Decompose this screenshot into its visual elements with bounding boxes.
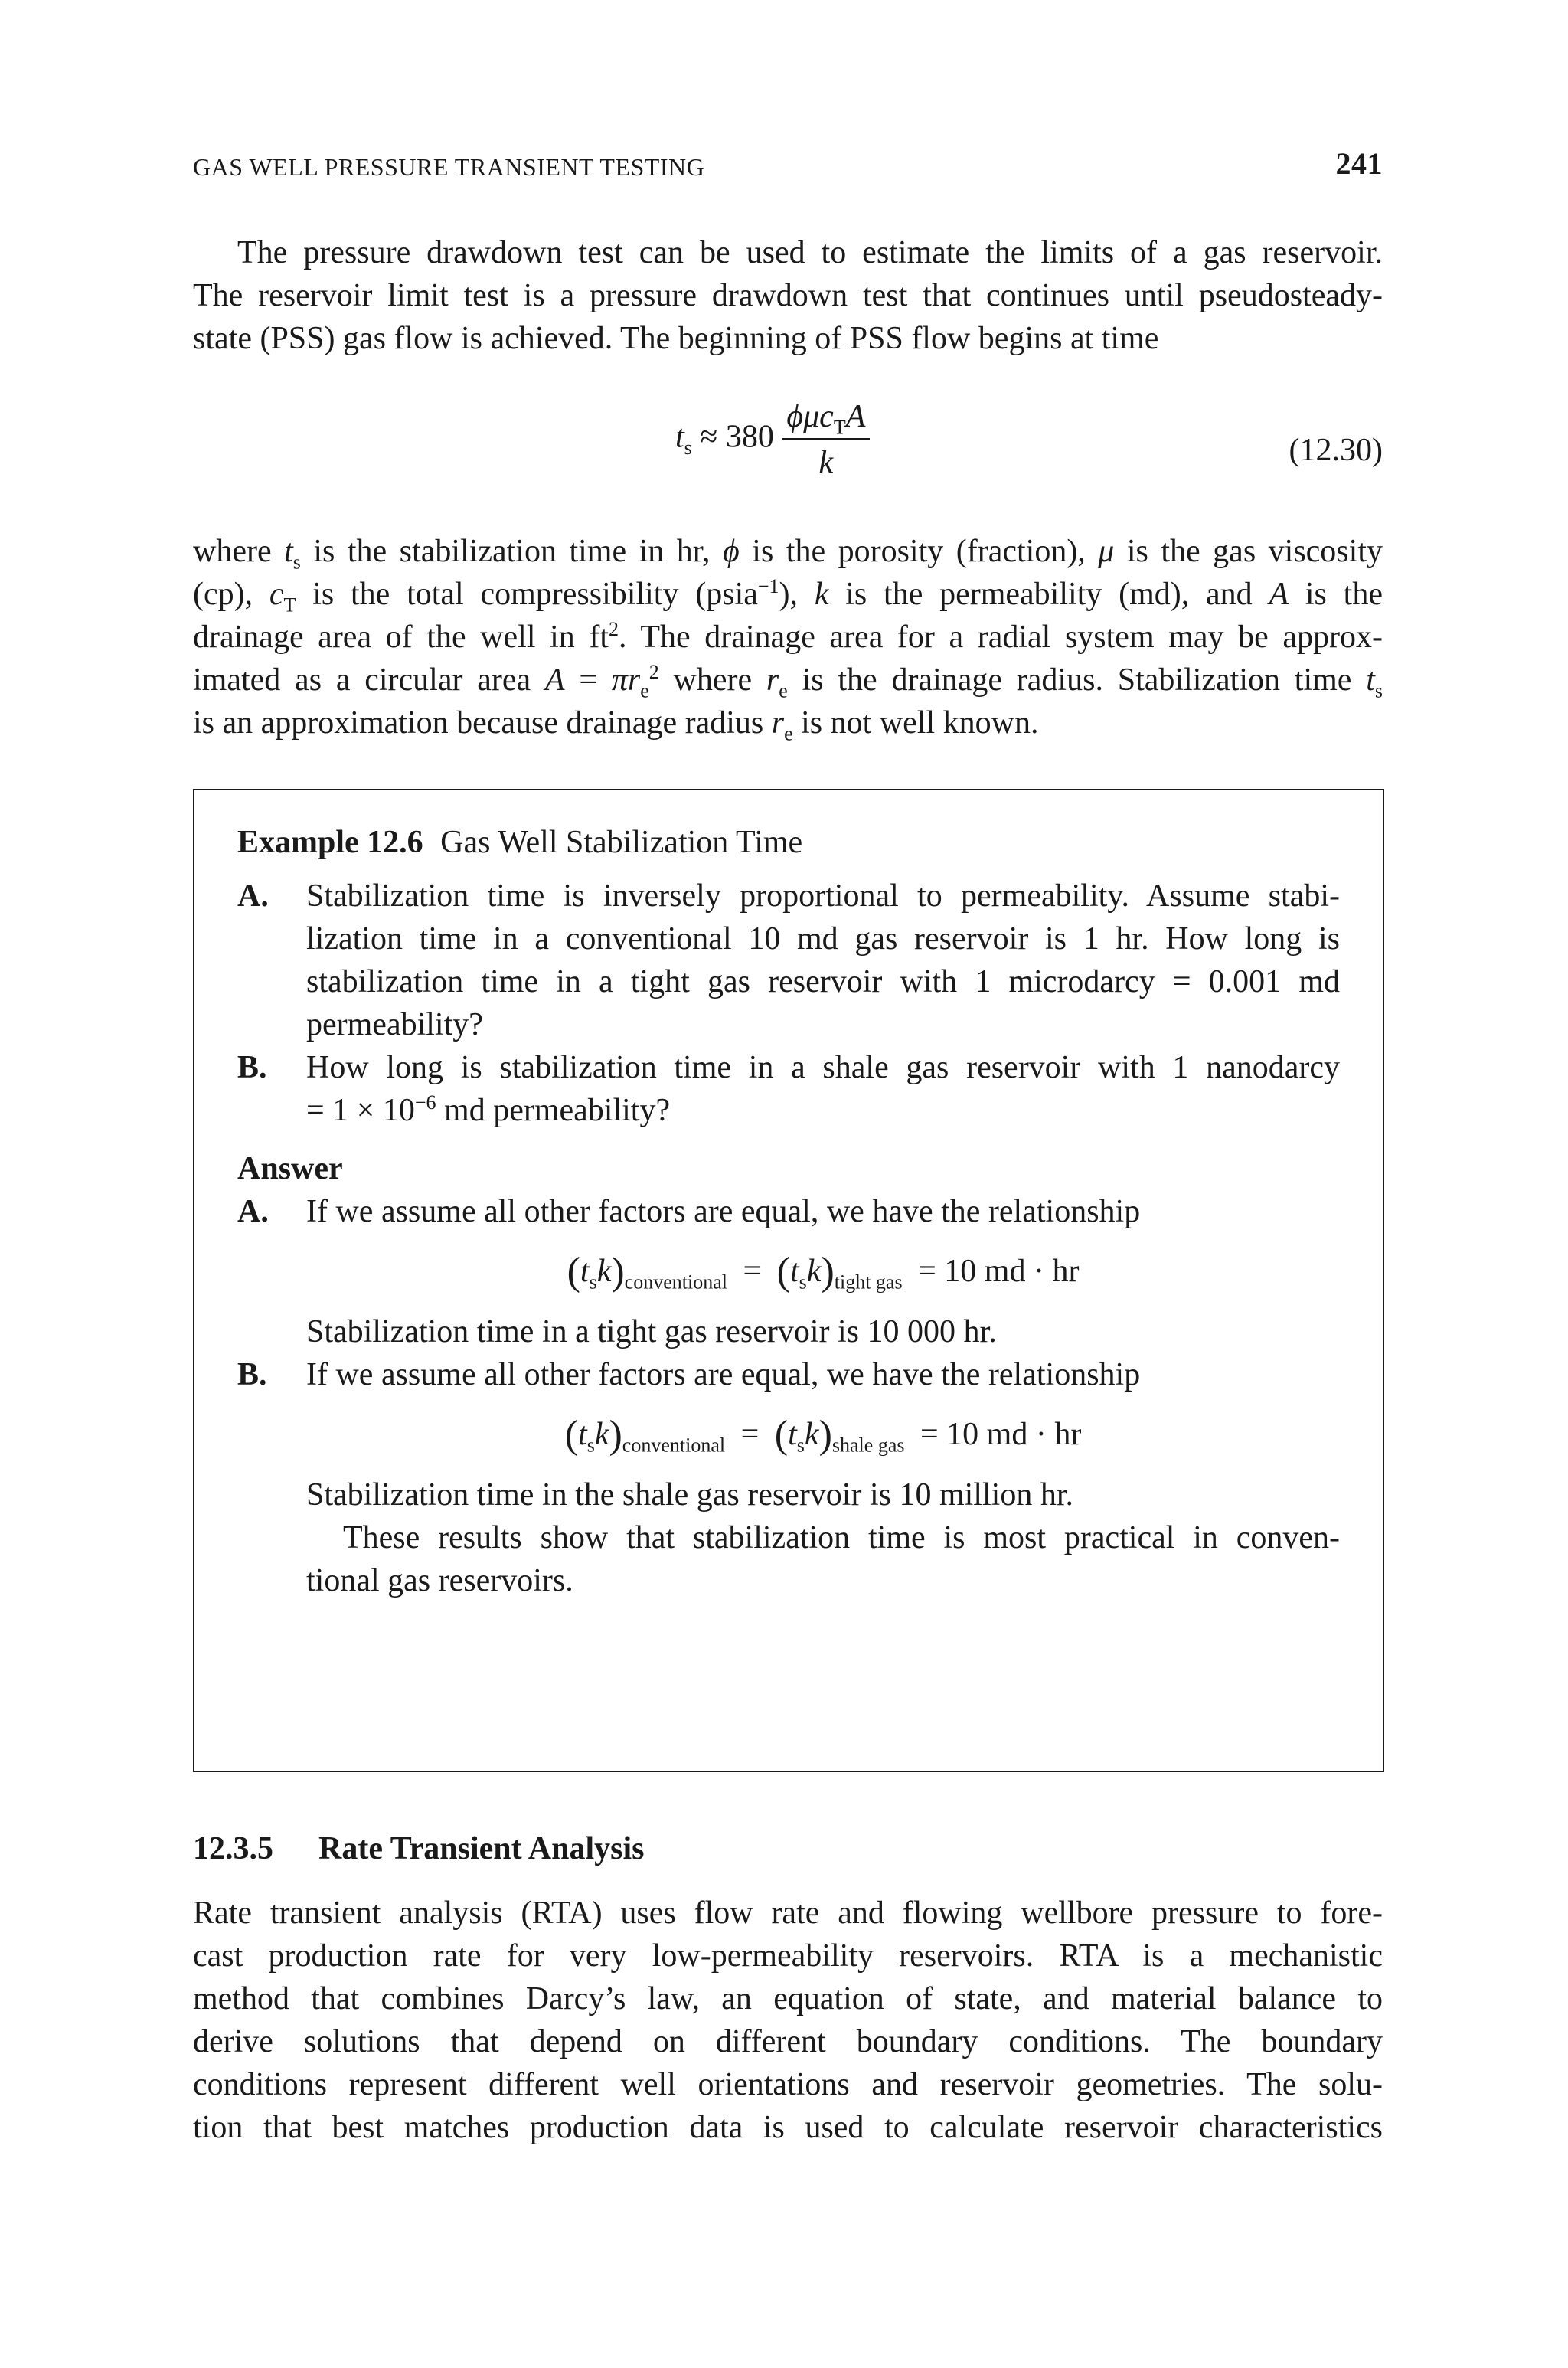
text-line: These results show that stabilization time is most practical in conven-	[343, 1520, 1340, 1555]
example-content	[237, 821, 1340, 1602]
text-line: permeability?	[306, 1007, 483, 1042]
text-line: cast production rate for very low-permeability reservoirs. RTA is a mechanistic	[193, 1938, 1383, 1974]
eq-denominator: k	[818, 445, 834, 480]
question-a	[237, 875, 1340, 1046]
text-line: method that combines Darcy’s law, an equation of state, and material balance to	[193, 1981, 1383, 2016]
equation-number: (12.30)	[1289, 433, 1383, 468]
rta-paragraph	[193, 1892, 1383, 2149]
text-line: How long is stabilization time in a shale gas reservoir with 1 nanodarcy	[306, 1050, 1340, 1085]
definitions-paragraph	[193, 530, 1383, 744]
text-line: conditions represent different well orientations and reservoir geometries. The solu-	[193, 2067, 1383, 2102]
text-line: If we assume all other factors are equal, we have the relationship	[306, 1357, 1141, 1392]
section-title: Rate Transient Analysis	[318, 1831, 645, 1866]
running-title: GAS WELL PRESSURE TRANSIENT TESTING	[193, 153, 705, 181]
answer-heading: Answer	[237, 1151, 343, 1186]
text-line: tional gas reservoirs.	[306, 1563, 573, 1598]
text-line: Rate transient analysis (RTA) uses flow rate and flowing wellbore pressure to fore-	[193, 1895, 1383, 1931]
eq-lhs: t	[675, 419, 684, 455]
eq-fraction	[782, 397, 870, 482]
text-line: The pressure drawdown test can be used to estimate the limits of a gas reservoir.	[237, 235, 1383, 270]
answer-b-equation: $(t_sk)_{conventional} = (t_sk)_{shale gas} = 10$ md · hr	[564, 1413, 1082, 1457]
text-line: drainage area of the well in $ft^2$. The drainage area for a radial system may be approx-	[193, 618, 1383, 655]
item-label: B.	[237, 1357, 267, 1392]
equation-body	[675, 397, 870, 482]
example-label: Example 12.6	[237, 825, 423, 860]
item-label: A.	[237, 878, 269, 914]
example-heading	[237, 821, 1340, 864]
text-line: stabilization time in a tight gas reservoir with 1 microdarcy = 0.001 md	[306, 964, 1340, 999]
text-line: The reservoir limit test is a pressure drawdown test that continues until pseudosteady-	[193, 278, 1383, 313]
answer-b-result: Stabilization time in the shale gas reservoir is 10 million hr.	[306, 1477, 1073, 1513]
text-line: state (PSS) gas flow is achieved. The beginning of PSS flow begins at time	[193, 321, 1159, 356]
item-label: B.	[237, 1050, 267, 1085]
answer-a-equation: $(t_sk)_{conventional} = (t_sk)_{tight gas} = 10$ md · hr	[567, 1250, 1080, 1294]
intro-paragraph	[193, 231, 1383, 360]
answer-b	[237, 1353, 1340, 1602]
item-label: A.	[237, 1194, 269, 1229]
text-line: lization time in a conventional 10 md gas reservoir is 1 hr. How long is	[306, 921, 1340, 957]
text-line: where $t_s$ is the stabilization time in hr, ϕ is the porosity (fraction), μ is the gas viscosity	[193, 534, 1383, 574]
text-line: imated as a circular area $A = \pi r_e^2$ where $r_e$ is the drainage radius. Stabilization time $t_s$	[193, 661, 1383, 702]
text-line: (cp), $c_T$ is the total compressibility (psia$^{-1}$), k is the permeability (md), and A is the	[193, 575, 1383, 617]
page-number: 241	[1335, 146, 1383, 181]
eq-lhs-sub: s	[684, 437, 692, 460]
text-line: is an approximation because drainage radius $r_e$ is not well known.	[193, 705, 1039, 745]
equation-12-30	[193, 397, 1383, 504]
eq-numerator: ϕμc$_T$A	[782, 397, 870, 440]
text-line: derive solutions that depend on different boundary conditions. The boundary	[193, 2024, 1383, 2059]
eq-approx: ≈ 380	[700, 419, 774, 455]
text-line: Stabilization time is inversely proportional to permeability. Assume stabi-	[306, 878, 1340, 914]
question-b	[237, 1046, 1340, 1132]
text-line: tion that best matches production data is used to calculate reservoir characteristics	[193, 2110, 1383, 2145]
answer-a	[237, 1190, 1340, 1353]
text-line: If we assume all other factors are equal, we have the relationship	[306, 1194, 1141, 1229]
example-title: Gas Well Stabilization Time	[440, 825, 803, 860]
answer-a-result: Stabilization time in a tight gas reservoir is 10 000 hr.	[306, 1314, 997, 1349]
section-heading	[193, 1827, 645, 1870]
running-header	[193, 146, 1383, 182]
section-number: 12.3.5	[193, 1831, 273, 1866]
example-box	[193, 789, 1384, 1772]
text-line: = $1 \times 10^{-6}$ md permeability?	[306, 1091, 671, 1128]
